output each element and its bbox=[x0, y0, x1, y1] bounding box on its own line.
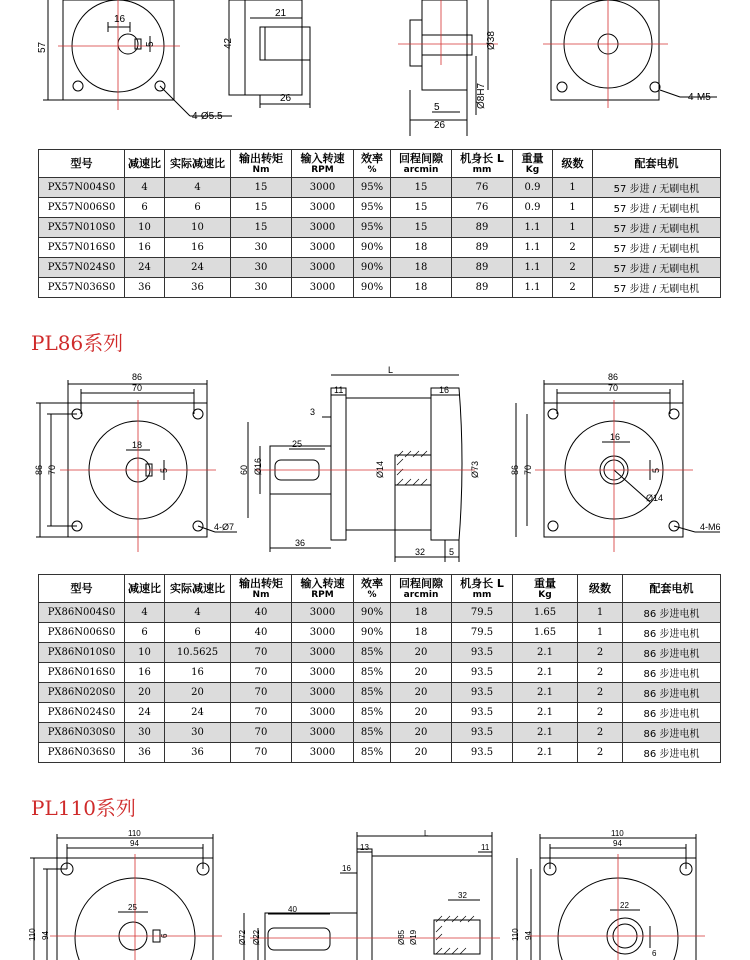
table-row bbox=[39, 683, 721, 703]
header-efficiency: 效率 % bbox=[354, 575, 391, 603]
cell-torque: 30 bbox=[231, 278, 292, 298]
cell-length: 93.5 bbox=[452, 723, 513, 743]
cell-weight: 1.1 bbox=[513, 278, 553, 298]
cell-efficiency: 85% bbox=[354, 643, 391, 663]
pl110-dim-16: 16 bbox=[342, 864, 351, 873]
table-header-row bbox=[39, 575, 721, 603]
pl110-dim-110v: 110 bbox=[28, 928, 37, 941]
cell-stages: 1 bbox=[553, 198, 593, 218]
cell-weight: 2.1 bbox=[513, 723, 578, 743]
cell-efficiency: 85% bbox=[354, 703, 391, 723]
pl110-dim-d22: Ø22 bbox=[252, 929, 261, 945]
cell-actual-ratio: 4 bbox=[165, 178, 231, 198]
header-efficiency: 效率 % bbox=[354, 150, 391, 178]
table-row bbox=[39, 663, 721, 683]
cell-actual-ratio: 36 bbox=[165, 278, 231, 298]
cell-stages: 2 bbox=[578, 743, 623, 763]
cell-motor: 86 步进电机 bbox=[623, 683, 721, 703]
pl86-dim-18: 18 bbox=[132, 440, 143, 450]
pl110-dim-6-r: 6 bbox=[652, 949, 657, 958]
header-motor: 配套电机 bbox=[623, 575, 721, 603]
cell-efficiency: 90% bbox=[354, 238, 391, 258]
pl86-dim-holes: 4-Ø7 bbox=[214, 522, 235, 532]
cell-backlash: 20 bbox=[391, 743, 452, 763]
cell-actual-ratio: 30 bbox=[165, 723, 231, 743]
cell-stages: 2 bbox=[578, 663, 623, 683]
pl57-dim-5-mid: 5 bbox=[434, 102, 440, 113]
pl86-dim-5: 5 bbox=[159, 467, 169, 473]
header-backlash: 回程间隙 arcmin bbox=[391, 575, 452, 603]
cell-model: PX86N030S0 bbox=[39, 723, 125, 743]
cell-torque: 70 bbox=[231, 683, 292, 703]
cell-motor: 57 步进 / 无刷电机 bbox=[593, 178, 721, 198]
cell-actual-ratio: 6 bbox=[165, 198, 231, 218]
header-ratio: 减速比 bbox=[125, 575, 165, 603]
cell-model: PX86N020S0 bbox=[39, 683, 125, 703]
pl57-dim-26-side: 26 bbox=[280, 93, 292, 104]
cell-actual-ratio: 36 bbox=[165, 743, 231, 763]
cell-ratio: 20 bbox=[125, 683, 165, 703]
cell-motor: 86 步进电机 bbox=[623, 703, 721, 723]
pl86-section-title: PL86系列 bbox=[31, 331, 124, 355]
cell-weight: 1.1 bbox=[513, 238, 553, 258]
pl110-dim-11: 11 bbox=[481, 843, 490, 852]
pl57-dim-m5: 4-M5 bbox=[688, 92, 711, 103]
cell-ratio: 24 bbox=[125, 258, 165, 278]
pl57-dim-21: 21 bbox=[275, 8, 287, 19]
cell-speed: 3000 bbox=[292, 663, 354, 683]
cell-backlash: 20 bbox=[391, 663, 452, 683]
cell-ratio: 16 bbox=[125, 238, 165, 258]
cell-torque: 70 bbox=[231, 663, 292, 683]
table-row bbox=[39, 643, 721, 663]
cell-ratio: 4 bbox=[125, 603, 165, 623]
cell-motor: 86 步进电机 bbox=[623, 743, 721, 763]
cell-model: PX86N024S0 bbox=[39, 703, 125, 723]
cell-torque: 70 bbox=[231, 643, 292, 663]
pl86-dim-3: 3 bbox=[310, 407, 316, 417]
pl110-dim-94v-r: 94 bbox=[524, 931, 533, 940]
cell-stages: 1 bbox=[553, 218, 593, 238]
pl110-dim-25: 25 bbox=[128, 903, 137, 912]
pl57-spec-table bbox=[38, 149, 721, 298]
cell-ratio: 24 bbox=[125, 703, 165, 723]
cell-length: 93.5 bbox=[452, 663, 513, 683]
cell-efficiency: 90% bbox=[354, 258, 391, 278]
cell-model: PX57N006S0 bbox=[39, 198, 125, 218]
cell-stages: 2 bbox=[553, 238, 593, 258]
cell-torque: 30 bbox=[231, 238, 292, 258]
cell-speed: 3000 bbox=[292, 198, 354, 218]
header-stages: 级数 bbox=[578, 575, 623, 603]
cell-length: 93.5 bbox=[452, 683, 513, 703]
pl86-dim-L: L bbox=[388, 365, 394, 375]
cell-stages: 1 bbox=[553, 178, 593, 198]
header-length: 机身长 L mm bbox=[452, 575, 513, 603]
cell-stages: 2 bbox=[578, 723, 623, 743]
cell-actual-ratio: 6 bbox=[165, 623, 231, 643]
table-header-row bbox=[39, 150, 721, 178]
cell-torque: 40 bbox=[231, 623, 292, 643]
cell-speed: 3000 bbox=[292, 703, 354, 723]
cell-actual-ratio: 10.5625 bbox=[165, 643, 231, 663]
header-ratio: 减速比 bbox=[125, 150, 165, 178]
header-speed: 输入转速 RPM bbox=[292, 150, 354, 178]
table-row bbox=[39, 178, 721, 198]
cell-backlash: 18 bbox=[391, 603, 452, 623]
cell-ratio: 10 bbox=[125, 218, 165, 238]
cell-efficiency: 90% bbox=[354, 603, 391, 623]
cell-length: 89 bbox=[452, 238, 513, 258]
header-motor: 配套电机 bbox=[593, 150, 721, 178]
cell-weight: 1.1 bbox=[513, 258, 553, 278]
cell-ratio: 10 bbox=[125, 643, 165, 663]
cell-torque: 70 bbox=[231, 723, 292, 743]
cell-speed: 3000 bbox=[292, 603, 354, 623]
cell-length: 79.5 bbox=[452, 623, 513, 643]
header-speed: 输入转速 RPM bbox=[292, 575, 354, 603]
pl57-drawings bbox=[0, 0, 750, 145]
pl57-dim-57: 57 bbox=[37, 41, 48, 53]
cell-backlash: 20 bbox=[391, 703, 452, 723]
pl110-drawings bbox=[0, 828, 750, 960]
pl110-dim-L: L bbox=[424, 829, 429, 838]
pl86-dim-5-r: 5 bbox=[651, 467, 661, 473]
table-row bbox=[39, 603, 721, 623]
pl86-dim-36: 36 bbox=[295, 538, 306, 548]
cell-efficiency: 95% bbox=[354, 198, 391, 218]
cell-stages: 2 bbox=[578, 643, 623, 663]
cell-length: 93.5 bbox=[452, 743, 513, 763]
table-row bbox=[39, 623, 721, 643]
cell-ratio: 6 bbox=[125, 623, 165, 643]
cell-stages: 2 bbox=[578, 703, 623, 723]
pl57-dim-16: 16 bbox=[114, 14, 126, 25]
pl86-spec-table bbox=[38, 574, 721, 763]
cell-model: PX57N004S0 bbox=[39, 178, 125, 198]
cell-model: PX57N024S0 bbox=[39, 258, 125, 278]
cell-weight: 2.1 bbox=[513, 743, 578, 763]
table-row bbox=[39, 278, 721, 298]
cell-efficiency: 90% bbox=[354, 278, 391, 298]
cell-ratio: 16 bbox=[125, 663, 165, 683]
pl110-dim-d85: Ø85 bbox=[397, 929, 406, 945]
pl86-drawings bbox=[0, 362, 750, 567]
cell-motor: 86 步进电机 bbox=[623, 643, 721, 663]
pl110-dim-13: 13 bbox=[360, 843, 369, 852]
header-model: 型号 bbox=[39, 575, 125, 603]
cell-backlash: 18 bbox=[391, 238, 452, 258]
cell-model: PX86N006S0 bbox=[39, 623, 125, 643]
cell-motor: 57 步进 / 无刷电机 bbox=[593, 198, 721, 218]
header-weight: 重量 Kg bbox=[513, 575, 578, 603]
cell-efficiency: 85% bbox=[354, 723, 391, 743]
cell-ratio: 36 bbox=[125, 278, 165, 298]
cell-model: PX57N016S0 bbox=[39, 238, 125, 258]
pl86-dim-d14: Ø14 bbox=[375, 460, 385, 478]
header-torque: 输出转矩 Nm bbox=[231, 575, 292, 603]
pl57-dim-d38: Ø38 bbox=[486, 31, 497, 50]
cell-speed: 3000 bbox=[292, 238, 354, 258]
cell-motor: 86 步进电机 bbox=[623, 623, 721, 643]
cell-backlash: 20 bbox=[391, 643, 452, 663]
pl110-section-title: PL110系列 bbox=[31, 796, 136, 820]
pl86-dim-11: 11 bbox=[334, 385, 344, 395]
cell-weight: 2.1 bbox=[513, 683, 578, 703]
cell-speed: 3000 bbox=[292, 218, 354, 238]
cell-torque: 70 bbox=[231, 703, 292, 723]
pl110-dim-32: 32 bbox=[458, 891, 467, 900]
table-row bbox=[39, 238, 721, 258]
pl86-dim-70v: 70 bbox=[47, 464, 57, 475]
cell-efficiency: 95% bbox=[354, 218, 391, 238]
cell-motor: 57 步进 / 无刷电机 bbox=[593, 258, 721, 278]
cell-motor: 86 步进电机 bbox=[623, 663, 721, 683]
pl110-dim-d19: Ø19 bbox=[409, 929, 418, 945]
cell-weight: 1.65 bbox=[513, 603, 578, 623]
cell-ratio: 6 bbox=[125, 198, 165, 218]
table-row bbox=[39, 198, 721, 218]
table-row bbox=[39, 218, 721, 238]
cell-weight: 1.65 bbox=[513, 623, 578, 643]
cell-motor: 86 步进电机 bbox=[623, 603, 721, 623]
cell-backlash: 15 bbox=[391, 218, 452, 238]
cell-efficiency: 85% bbox=[354, 683, 391, 703]
cell-torque: 70 bbox=[231, 743, 292, 763]
header-actual-ratio: 实际减速比 bbox=[165, 150, 231, 178]
pl86-dim-86-r: 86 bbox=[608, 372, 619, 382]
cell-stages: 2 bbox=[553, 258, 593, 278]
cell-backlash: 18 bbox=[391, 278, 452, 298]
cell-weight: 2.1 bbox=[513, 643, 578, 663]
table-row bbox=[39, 743, 721, 763]
pl57-dim-42: 42 bbox=[223, 37, 234, 49]
cell-torque: 15 bbox=[231, 178, 292, 198]
cell-speed: 3000 bbox=[292, 683, 354, 703]
pl110-dim-110-r: 110 bbox=[611, 829, 624, 838]
cell-model: PX57N010S0 bbox=[39, 218, 125, 238]
pl110-dim-110v-r: 110 bbox=[511, 928, 520, 941]
cell-model: PX86N010S0 bbox=[39, 643, 125, 663]
cell-actual-ratio: 16 bbox=[165, 663, 231, 683]
pl86-dim-70v-r: 70 bbox=[523, 464, 533, 475]
cell-efficiency: 90% bbox=[354, 623, 391, 643]
pl86-dim-32: 32 bbox=[415, 547, 426, 557]
cell-torque: 40 bbox=[231, 603, 292, 623]
cell-actual-ratio: 24 bbox=[165, 703, 231, 723]
cell-efficiency: 85% bbox=[354, 663, 391, 683]
pl110-dim-6: 6 bbox=[160, 933, 169, 938]
header-model: 型号 bbox=[39, 150, 125, 178]
cell-speed: 3000 bbox=[292, 258, 354, 278]
cell-backlash: 18 bbox=[391, 623, 452, 643]
cell-weight: 1.1 bbox=[513, 218, 553, 238]
cell-speed: 3000 bbox=[292, 178, 354, 198]
header-weight: 重量 Kg bbox=[513, 150, 553, 178]
cell-backlash: 20 bbox=[391, 723, 452, 743]
pl57-dim-5: 5 bbox=[145, 41, 156, 47]
header-torque: 输出转矩 Nm bbox=[231, 150, 292, 178]
cell-motor: 57 步进 / 无刷电机 bbox=[593, 278, 721, 298]
cell-ratio: 36 bbox=[125, 743, 165, 763]
cell-model: PX86N016S0 bbox=[39, 663, 125, 683]
cell-motor: 86 步进电机 bbox=[623, 723, 721, 743]
pl110-dim-40: 40 bbox=[288, 905, 297, 914]
pl110-dim-d72: Ø72 bbox=[238, 929, 247, 945]
cell-stages: 2 bbox=[553, 278, 593, 298]
cell-torque: 30 bbox=[231, 258, 292, 278]
cell-speed: 3000 bbox=[292, 278, 354, 298]
cell-speed: 3000 bbox=[292, 643, 354, 663]
cell-model: PX86N036S0 bbox=[39, 743, 125, 763]
cell-weight: 0.9 bbox=[513, 198, 553, 218]
cell-efficiency: 95% bbox=[354, 178, 391, 198]
table-row bbox=[39, 723, 721, 743]
cell-torque: 15 bbox=[231, 218, 292, 238]
table-row bbox=[39, 258, 721, 278]
cell-length: 93.5 bbox=[452, 703, 513, 723]
cell-motor: 57 步进 / 无刷电机 bbox=[593, 218, 721, 238]
cell-weight: 0.9 bbox=[513, 178, 553, 198]
pl86-dim-86v-r: 86 bbox=[510, 464, 520, 475]
cell-length: 93.5 bbox=[452, 643, 513, 663]
cell-ratio: 4 bbox=[125, 178, 165, 198]
header-length: 机身长 L mm bbox=[452, 150, 513, 178]
cell-backlash: 18 bbox=[391, 258, 452, 278]
pl86-dim-16-r: 16 bbox=[610, 432, 621, 442]
cell-backlash: 20 bbox=[391, 683, 452, 703]
cell-speed: 3000 bbox=[292, 743, 354, 763]
cell-actual-ratio: 24 bbox=[165, 258, 231, 278]
pl110-dim-22-r: 22 bbox=[620, 901, 629, 910]
cell-ratio: 30 bbox=[125, 723, 165, 743]
cell-backlash: 15 bbox=[391, 198, 452, 218]
pl86-dim-86v: 86 bbox=[34, 464, 44, 475]
pl86-dim-60: 60 bbox=[239, 464, 249, 475]
cell-length: 89 bbox=[452, 218, 513, 238]
pl86-dim-d73: Ø73 bbox=[470, 460, 480, 478]
pl110-dim-94v: 94 bbox=[41, 931, 50, 940]
pl86-dim-70: 70 bbox=[132, 383, 143, 393]
cell-length: 89 bbox=[452, 278, 513, 298]
cell-model: PX57N036S0 bbox=[39, 278, 125, 298]
pl57-dim-26-mid: 26 bbox=[434, 120, 446, 131]
pl86-dim-86: 86 bbox=[132, 372, 143, 382]
pl110-dim-110: 110 bbox=[128, 829, 141, 838]
pl86-dim-70-r: 70 bbox=[608, 383, 619, 393]
pl110-dim-94-r: 94 bbox=[613, 839, 622, 848]
pl86-dim-m6: 4-M6 bbox=[700, 522, 721, 532]
pl57-dim-holes: 4-Ø5.5 bbox=[192, 111, 223, 122]
cell-actual-ratio: 16 bbox=[165, 238, 231, 258]
cell-length: 89 bbox=[452, 258, 513, 278]
cell-speed: 3000 bbox=[292, 723, 354, 743]
cell-efficiency: 85% bbox=[354, 743, 391, 763]
cell-backlash: 15 bbox=[391, 178, 452, 198]
header-backlash: 回程间隙 arcmin bbox=[391, 150, 452, 178]
cell-actual-ratio: 4 bbox=[165, 603, 231, 623]
cell-length: 79.5 bbox=[452, 603, 513, 623]
cell-actual-ratio: 20 bbox=[165, 683, 231, 703]
cell-torque: 15 bbox=[231, 198, 292, 218]
cell-stages: 1 bbox=[578, 623, 623, 643]
cell-actual-ratio: 10 bbox=[165, 218, 231, 238]
pl86-dim-16: 16 bbox=[439, 385, 450, 395]
header-stages: 级数 bbox=[553, 150, 593, 178]
cell-stages: 1 bbox=[578, 603, 623, 623]
cell-stages: 2 bbox=[578, 683, 623, 703]
cell-model: PX86N004S0 bbox=[39, 603, 125, 623]
table-row bbox=[39, 703, 721, 723]
cell-length: 76 bbox=[452, 178, 513, 198]
cell-length: 76 bbox=[452, 198, 513, 218]
header-actual-ratio: 实际减速比 bbox=[165, 575, 231, 603]
pl86-dim-25: 25 bbox=[292, 439, 303, 449]
pl86-dim-d16: Ø16 bbox=[253, 457, 263, 475]
cell-weight: 2.1 bbox=[513, 703, 578, 723]
pl57-dim-bore: Ø8H7 bbox=[476, 82, 487, 109]
pl110-dim-94: 94 bbox=[130, 839, 139, 848]
cell-weight: 2.1 bbox=[513, 663, 578, 683]
pl86-dim-d14-r: Ø14 bbox=[646, 493, 664, 503]
pl86-dim-5-side: 5 bbox=[449, 547, 455, 557]
cell-motor: 57 步进 / 无刷电机 bbox=[593, 238, 721, 258]
cell-speed: 3000 bbox=[292, 623, 354, 643]
